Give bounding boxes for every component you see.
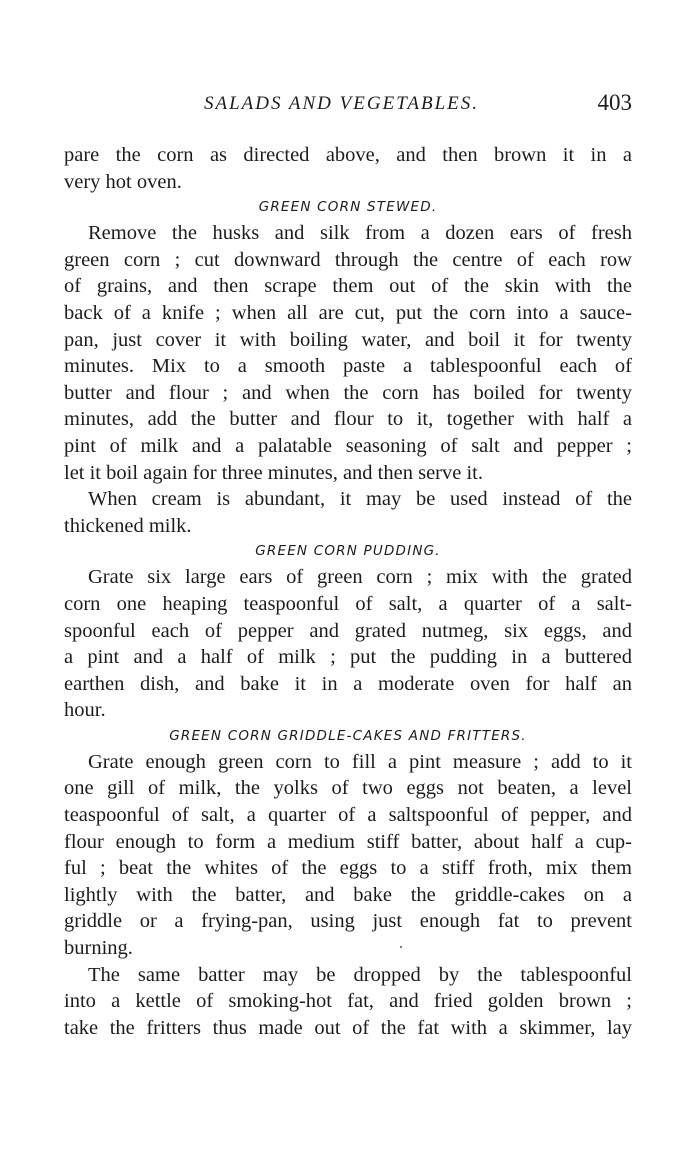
section-heading-green-corn-stewed: GREEN CORN STEWED. (258, 199, 438, 216)
text-line: lightly with the batter, and bake the griddle-cakes on a (64, 883, 632, 906)
text-line: minutes. Mix to a smooth paste a tablespoonful each of (64, 355, 632, 378)
text-line: When cream is abundant, it may be used instead of the (88, 488, 632, 511)
running-head (64, 90, 632, 123)
stray-ink-dot (400, 946, 402, 948)
text-line: a pint and a half of milk ; put the pudding in a buttered (64, 646, 632, 669)
continuation-paragraph (64, 142, 632, 195)
text-line: take the fritters thus made out of the fat with a skimmer, lay (64, 1016, 632, 1039)
text-line: Grate enough green corn to fill a pint measure ; add to it (88, 750, 632, 773)
paragraph (64, 220, 632, 486)
page-number: 403 (597, 90, 632, 115)
text-line: of grains, and then scrape them out of the skin with the (64, 275, 632, 298)
paragraph (64, 564, 632, 724)
text-line: one gill of milk, the yolks of two eggs not beaten, a level (64, 777, 632, 800)
text-line: into a kettle of smoking-hot fat, and fried golden brown ; (64, 990, 632, 1013)
text-line: burning. (64, 937, 133, 960)
text-line: earthen dish, and bake it in a moderate oven for half an (64, 672, 632, 695)
section-heading-griddle-cakes-and-fritters: GREEN CORN GRIDDLE-CAKES AND FRITTERS. (169, 727, 527, 744)
text-line: teaspoonful of salt, a quarter of a saltspoonful of pepper, and (64, 804, 632, 827)
text-line: let it boil again for three minutes, and then serve it. (64, 461, 483, 484)
text-line: Remove the husks and silk from a dozen ears of fresh (88, 222, 632, 245)
text-line: ful ; beat the whites of the eggs to a stiff froth, mix them (64, 857, 632, 880)
text-line: griddle or a frying-pan, using just enough fat to prevent (64, 910, 632, 933)
running-title: SALADS AND VEGETABLES. (204, 93, 479, 114)
text-line: back of a knife ; when all are cut, put the corn into a sauce- (64, 301, 632, 324)
text-line: corn one heaping teaspoonful of salt, a quarter of a salt- (64, 592, 632, 615)
paragraph (64, 749, 632, 962)
text-line: flour enough to form a medium stiff batter, about half a cup- (64, 830, 632, 853)
section-heading-green-corn-pudding: GREEN CORN PUDDING. (255, 543, 441, 560)
text-line: hour. (64, 699, 106, 722)
text-line: Grate six large ears of green corn ; mix with the grated (88, 566, 632, 589)
text-line: pint of milk and a palatable seasoning of salt and pepper ; (64, 434, 632, 457)
text-line: very hot oven. (64, 170, 182, 193)
page-body (64, 142, 632, 1041)
text-line: spoonful each of pepper and grated nutmeg, six eggs, and (64, 619, 632, 642)
paragraph (64, 486, 632, 539)
text-line: thickened milk. (64, 514, 192, 537)
text-line: pan, just cover it with boiling water, and boil it for twenty (64, 328, 632, 351)
text-line: butter and flour ; and when the corn has boiled for twenty (64, 381, 632, 404)
text-line: The same batter may be dropped by the tablespoonful (88, 963, 632, 986)
text-line: minutes, add the butter and flour to it, together with half a (64, 408, 632, 431)
text-line: green corn ; cut downward through the centre of each row (64, 248, 632, 271)
paragraph (64, 962, 632, 1042)
text-line: pare the corn as directed above, and then brown it in a (64, 144, 632, 166)
